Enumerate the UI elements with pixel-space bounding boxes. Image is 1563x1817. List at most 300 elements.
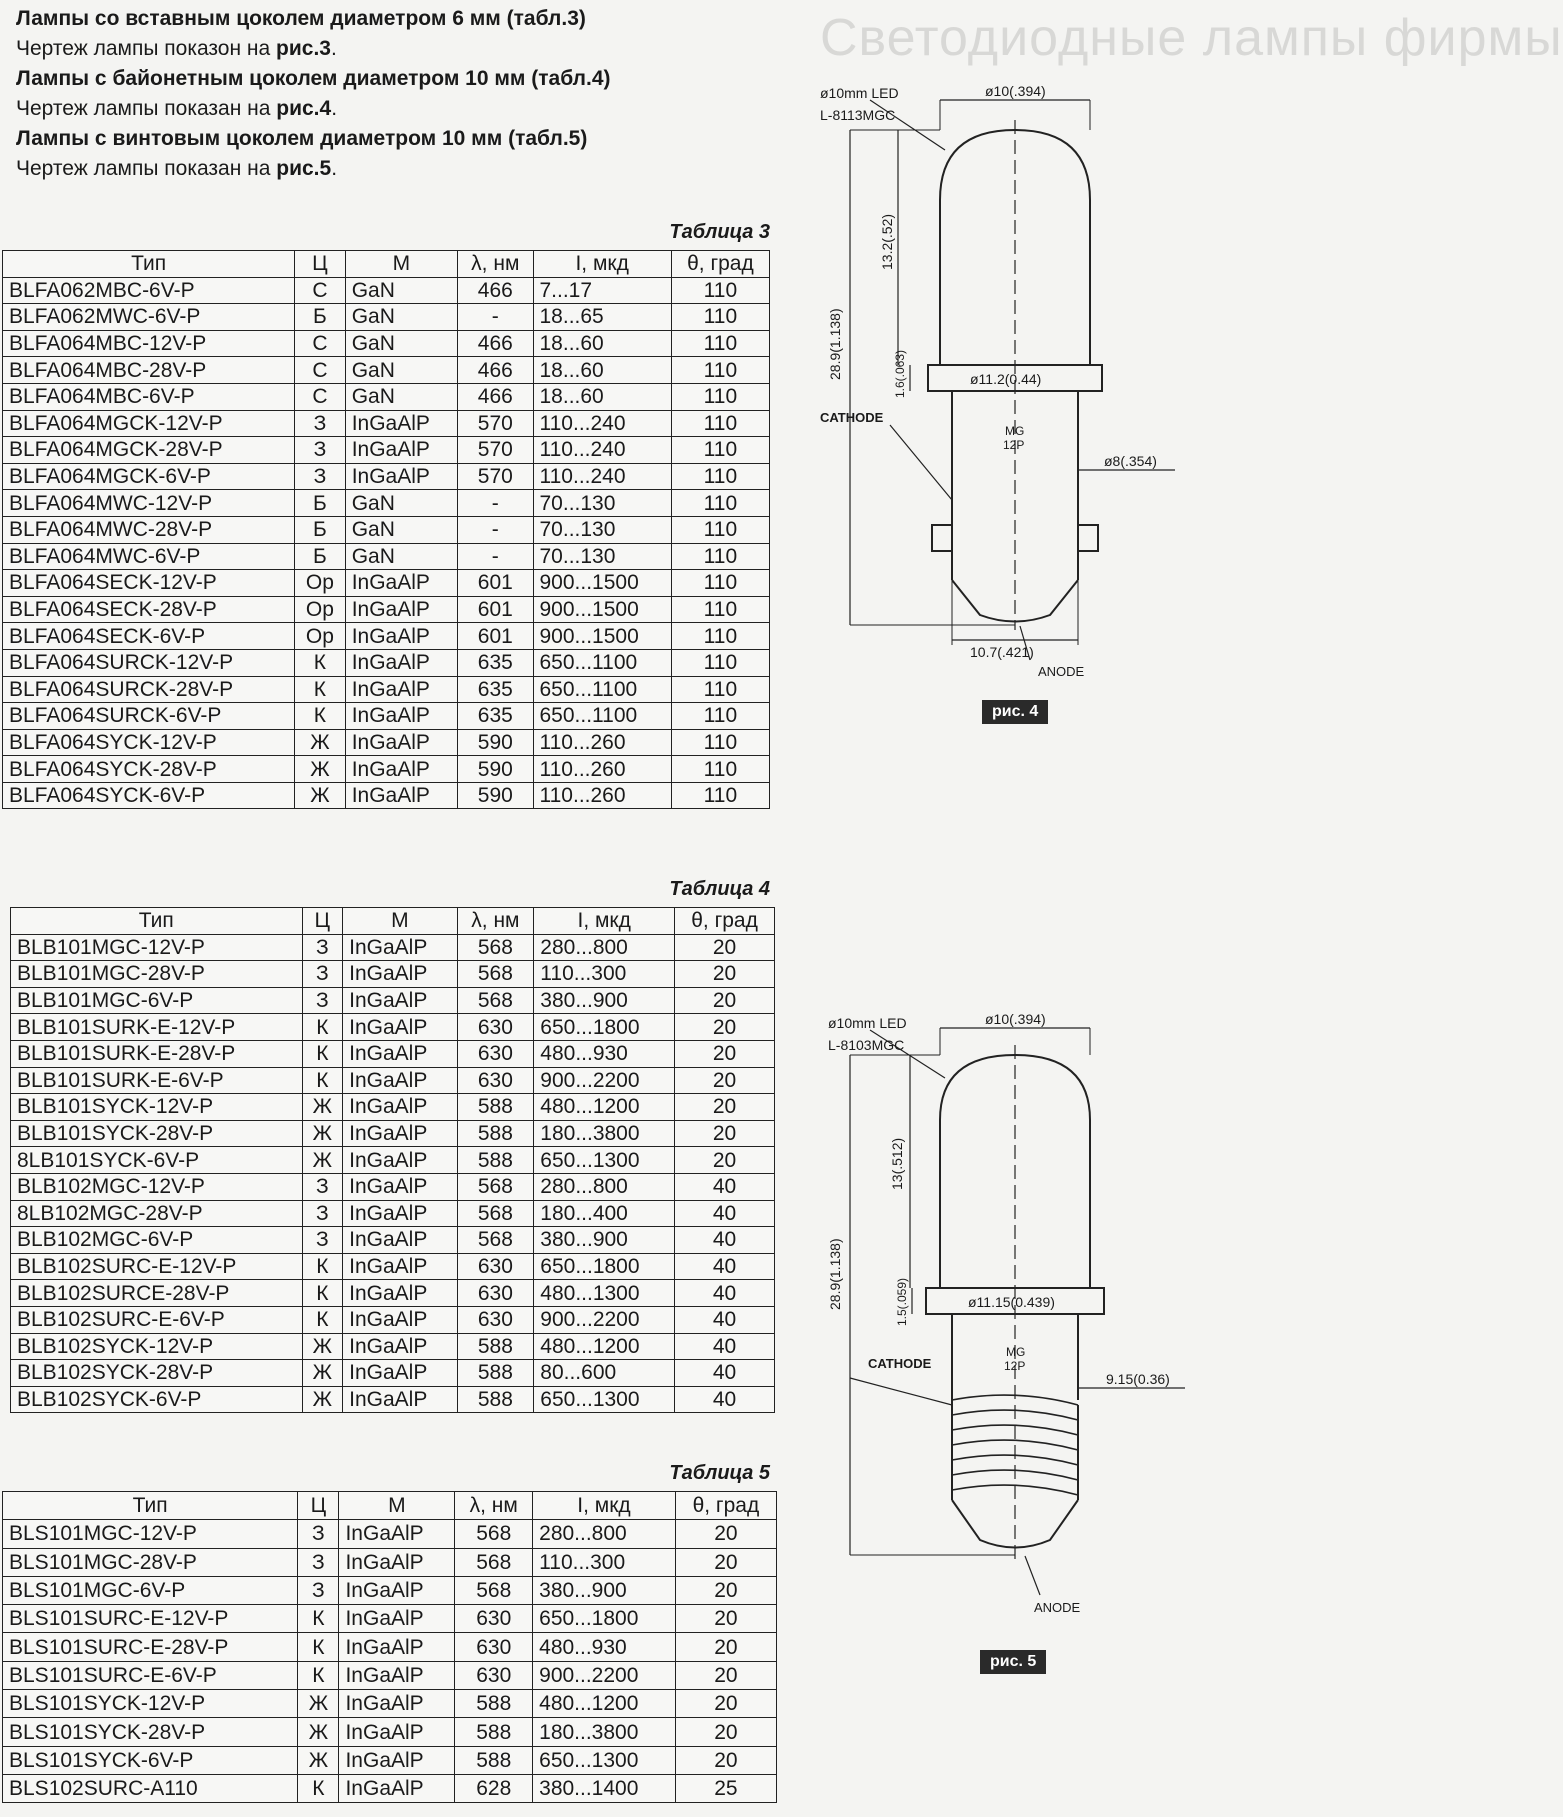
column-header: Ц (302, 908, 343, 935)
table-cell: 20 (675, 1147, 775, 1174)
table-cell: BLB101SURK-E-12V-P (11, 1014, 303, 1041)
table-cell: GaN (345, 357, 457, 384)
column-header: I, мкд (533, 1492, 676, 1520)
table-row (3, 1548, 777, 1576)
table-cell: BLFA064SECK-28V-P (3, 596, 295, 623)
table-cell: - (458, 516, 533, 543)
lamp-bayonet-drawing (820, 80, 1200, 700)
section-text: Чертеж лампы показан на рис.5. (16, 157, 338, 180)
table-cell: Ж (295, 782, 346, 809)
table-cell: 568 (457, 1200, 534, 1227)
table-cell: 380...1400 (533, 1774, 676, 1802)
table-cell: InGaAlP (343, 1280, 457, 1307)
table-row (11, 1147, 775, 1174)
table-row (3, 463, 770, 490)
table-cell: 900...1500 (533, 570, 671, 597)
table-row (3, 1690, 777, 1718)
table-cell: 40 (675, 1227, 775, 1254)
table-row (11, 1360, 775, 1387)
table-cell: BLB101MGC-28V-P (11, 961, 303, 988)
table-5-caption: Таблица 5 (669, 1462, 770, 1484)
table-cell: InGaAlP (343, 1147, 457, 1174)
table-cell: 20 (675, 1120, 775, 1147)
section-text: Чертеж лампы показан на рис.4. (16, 97, 338, 120)
table-cell: 590 (458, 729, 533, 756)
table-row (3, 410, 770, 437)
table-row (3, 623, 770, 650)
table-cell: 70...130 (533, 516, 671, 543)
table-cell: 650...1300 (533, 1746, 676, 1774)
table-cell: 110 (671, 756, 769, 783)
table-cell: 70...130 (533, 490, 671, 517)
model-label: L-8113MGC (820, 107, 896, 123)
bulb-length-label: 13(.512) (889, 1137, 905, 1190)
table-row (3, 543, 770, 570)
table-cell: GaN (345, 383, 457, 410)
table-cell: 650...1300 (534, 1147, 675, 1174)
table-cell: Б (295, 516, 346, 543)
table-cell: 628 (455, 1774, 533, 1802)
table-cell: 630 (457, 1253, 534, 1280)
table-cell: 7...17 (533, 277, 671, 304)
table-row (11, 1094, 775, 1121)
table-cell: 110...240 (533, 410, 671, 437)
table-cell: InGaAlP (339, 1774, 455, 1802)
table-cell: 630 (457, 1014, 534, 1041)
table-header-row (11, 908, 775, 935)
table-cell: 18...65 (533, 304, 671, 331)
table-cell: 20 (675, 1548, 776, 1576)
table-cell: BLFA064MBC-6V-P (3, 383, 295, 410)
base-diameter-label: 9.15(0.36) (1106, 1371, 1170, 1387)
table-cell: InGaAlP (343, 1040, 457, 1067)
base-mark-2: 12P (1003, 438, 1025, 452)
figure-4-drawing (820, 80, 1200, 705)
table-cell: 900...2200 (533, 1661, 676, 1689)
table-cell: 110 (671, 596, 769, 623)
table-cell: З (295, 410, 346, 437)
lamp-screw-drawing (820, 1010, 1200, 1630)
column-header: М (343, 908, 457, 935)
table-cell: - (458, 304, 533, 331)
table-cell: 20 (675, 1094, 775, 1121)
table-row (3, 304, 770, 331)
table-cell: BLFA064SURCK-28V-P (3, 676, 295, 703)
figure-5-drawing (820, 1010, 1200, 1635)
table-cell: InGaAlP (345, 649, 457, 676)
intro-text (16, 4, 796, 184)
table-cell: С (295, 383, 346, 410)
table-row (3, 1633, 777, 1661)
table-row (3, 676, 770, 703)
table-cell: З (295, 463, 346, 490)
table-cell: 568 (457, 987, 534, 1014)
table-row (3, 1746, 777, 1774)
table-row (3, 383, 770, 410)
table-cell: З (298, 1548, 339, 1576)
column-header: Тип (11, 908, 303, 935)
table-cell: InGaAlP (345, 463, 457, 490)
table-cell: Ор (295, 570, 346, 597)
cathode-label: CATHODE (868, 1356, 932, 1371)
table-cell: InGaAlP (339, 1718, 455, 1746)
table-row (3, 1774, 777, 1802)
table-cell: 588 (457, 1094, 534, 1121)
table-cell: 280...800 (533, 1520, 676, 1548)
column-header: λ, нм (458, 251, 533, 278)
table-cell: 180...3800 (534, 1120, 675, 1147)
table-row (3, 756, 770, 783)
table-cell: 590 (458, 756, 533, 783)
table-cell: 110 (671, 703, 769, 730)
table-cell: 110 (671, 277, 769, 304)
led-size-label: ø10mm LED (828, 1015, 907, 1031)
table-cell: InGaAlP (345, 782, 457, 809)
table-cell: Ж (298, 1690, 339, 1718)
table-row (3, 782, 770, 809)
table-cell: 380...900 (533, 1576, 676, 1604)
table-row (11, 987, 775, 1014)
table-cell: Ж (295, 729, 346, 756)
column-header: θ, град (675, 908, 775, 935)
table-cell: Ж (302, 1147, 343, 1174)
column-header: Тип (3, 251, 295, 278)
table-cell: InGaAlP (343, 1386, 457, 1413)
table-cell: 110 (671, 383, 769, 410)
table-cell: 635 (458, 676, 533, 703)
table-cell: 630 (455, 1661, 533, 1689)
table-cell: Ж (302, 1333, 343, 1360)
table-cell: К (302, 1014, 343, 1041)
table-row (11, 1040, 775, 1067)
base-mark-1: MG (1006, 1345, 1026, 1359)
table-cell: Б (295, 490, 346, 517)
table-cell: 40 (675, 1200, 775, 1227)
table-cell: BLS101SYCK-28V-P (3, 1718, 298, 1746)
table-cell: InGaAlP (343, 1227, 457, 1254)
table-cell: 466 (458, 357, 533, 384)
table-cell: InGaAlP (345, 703, 457, 730)
section-text: Чертеж лампы показон на рис.3. (16, 37, 337, 60)
table-cell: BLFA062MBC-6V-P (3, 277, 295, 304)
table-cell: InGaAlP (345, 410, 457, 437)
table-cell: InGaAlP (343, 1253, 457, 1280)
table-row (3, 357, 770, 384)
table-cell: InGaAlP (339, 1605, 455, 1633)
led-size-label: ø10mm LED (820, 85, 899, 101)
table-cell: 480...1200 (534, 1094, 675, 1121)
table-row (3, 1661, 777, 1689)
table-cell: Ж (302, 1120, 343, 1147)
table-cell: Ж (298, 1718, 339, 1746)
table-cell: 110 (671, 676, 769, 703)
table-cell: 40 (675, 1280, 775, 1307)
table-cell: BLFA064MWC-6V-P (3, 543, 295, 570)
table-cell: BLB102SURC-E-12V-P (11, 1253, 303, 1280)
table-cell: BLFA064MGCK-6V-P (3, 463, 295, 490)
table-cell: 380...900 (534, 1227, 675, 1254)
table-cell: К (302, 1306, 343, 1333)
table-row (11, 1227, 775, 1254)
table-cell: InGaAlP (339, 1548, 455, 1576)
table-cell: К (302, 1040, 343, 1067)
table-cell: InGaAlP (345, 729, 457, 756)
table-row (11, 1280, 775, 1307)
section-heading: Лампы со вставным цоколем диаметром 6 мм (табл.3) (16, 7, 586, 30)
table-cell: 466 (458, 277, 533, 304)
table-cell: BLS101SURC-E-6V-P (3, 1661, 298, 1689)
table-row (3, 330, 770, 357)
top-diameter-label: ø10(.394) (985, 1011, 1046, 1027)
table-cell: 110...260 (533, 729, 671, 756)
table-cell: 466 (458, 330, 533, 357)
table-cell: 570 (458, 463, 533, 490)
table-cell: 630 (457, 1306, 534, 1333)
table-cell: К (295, 649, 346, 676)
table-cell: 110...240 (533, 437, 671, 464)
table-cell: Ор (295, 596, 346, 623)
table-cell: 568 (457, 1227, 534, 1254)
base-mark-1: MG (1005, 424, 1025, 438)
table-row (11, 1120, 775, 1147)
table-3 (2, 250, 770, 809)
table-cell: С (295, 357, 346, 384)
table-cell: BLB101SURK-E-6V-P (11, 1067, 303, 1094)
table-cell: GaN (345, 330, 457, 357)
table-cell: 280...800 (534, 1173, 675, 1200)
table-cell: GaN (345, 490, 457, 517)
table-cell: Ж (302, 1386, 343, 1413)
table-cell: 40 (675, 1360, 775, 1387)
table-cell: 8LB101SYCK-6V-P (11, 1147, 303, 1174)
table-cell: 588 (457, 1386, 534, 1413)
table-cell: InGaAlP (343, 961, 457, 988)
table-cell: К (295, 676, 346, 703)
table-cell: 568 (457, 961, 534, 988)
table-cell: К (298, 1661, 339, 1689)
table-cell: К (295, 703, 346, 730)
table-cell: Б (295, 543, 346, 570)
table-cell: К (298, 1605, 339, 1633)
table-cell: К (302, 1067, 343, 1094)
table-cell: З (298, 1520, 339, 1548)
table-cell: GaN (345, 277, 457, 304)
table-cell: З (302, 1200, 343, 1227)
table-cell: 601 (458, 596, 533, 623)
table-cell: BLB102SYCK-6V-P (11, 1386, 303, 1413)
figure-5-label: рис. 5 (980, 1650, 1046, 1674)
total-length-label: 28.9(1.138) (827, 308, 843, 380)
table-cell: BLFA064MWC-28V-P (3, 516, 295, 543)
table-cell: 18...60 (533, 383, 671, 410)
table-cell: 588 (457, 1360, 534, 1387)
table-row (3, 277, 770, 304)
flange-diameter-label: ø11.15(0.439) (968, 1294, 1055, 1310)
table-cell: BLFA064MBC-28V-P (3, 357, 295, 384)
table-cell: 900...2200 (534, 1067, 675, 1094)
table-cell: BLFA064SECK-12V-P (3, 570, 295, 597)
table-cell: 630 (455, 1633, 533, 1661)
table-row (11, 1014, 775, 1041)
table-cell: InGaAlP (343, 934, 457, 961)
table-cell: 380...900 (534, 987, 675, 1014)
table-cell: 20 (675, 1040, 775, 1067)
table-cell: BLFA064SURCK-12V-P (3, 649, 295, 676)
table-cell: 20 (675, 1718, 776, 1746)
table-cell: BLFA064MGCK-12V-P (3, 410, 295, 437)
table-cell: 20 (675, 1605, 776, 1633)
table-cell: 110 (671, 543, 769, 570)
table-cell: З (295, 437, 346, 464)
table-cell: 480...1200 (533, 1690, 676, 1718)
table-cell: 590 (458, 782, 533, 809)
anode-label: ANODE (1038, 664, 1085, 679)
table-cell: BLS101MGC-12V-P (3, 1520, 298, 1548)
table-cell: 110 (671, 410, 769, 437)
table-cell: 568 (455, 1520, 533, 1548)
table-cell: 110 (671, 304, 769, 331)
table-cell: BLB102SURCE-28V-P (11, 1280, 303, 1307)
table-cell: 480...1200 (534, 1333, 675, 1360)
table-cell: З (302, 961, 343, 988)
table-cell: К (302, 1253, 343, 1280)
table-cell: BLB102SYCK-28V-P (11, 1360, 303, 1387)
table-cell: 20 (675, 1067, 775, 1094)
table-cell: InGaAlP (345, 570, 457, 597)
model-label: L-8103MGC (828, 1037, 905, 1053)
table-cell: InGaAlP (343, 1333, 457, 1360)
table-row (3, 1718, 777, 1746)
table-cell: Ж (295, 756, 346, 783)
column-header: λ, нм (457, 908, 534, 935)
table-cell: 110 (671, 649, 769, 676)
table-cell: 180...400 (534, 1200, 675, 1227)
table-cell: 25 (675, 1774, 776, 1802)
table-cell: InGaAlP (339, 1746, 455, 1774)
table-row (11, 1386, 775, 1413)
table-cell: 20 (675, 1014, 775, 1041)
table-cell: Ор (295, 623, 346, 650)
table-cell: BLS101SURC-E-28V-P (3, 1633, 298, 1661)
table-cell: 650...1100 (533, 676, 671, 703)
table-cell: - (458, 543, 533, 570)
table-cell: InGaAlP (345, 596, 457, 623)
table-cell: BLFA064SECK-6V-P (3, 623, 295, 650)
column-header: М (339, 1492, 455, 1520)
table-cell: GaN (345, 304, 457, 331)
table-cell: С (295, 330, 346, 357)
table-row (3, 703, 770, 730)
table-cell: BLB101MGC-12V-P (11, 934, 303, 961)
bulb-length-label: 13.2(.52) (879, 213, 895, 270)
table-row (11, 1306, 775, 1333)
table-cell: 18...60 (533, 357, 671, 384)
table-cell: 40 (675, 1173, 775, 1200)
table-row (3, 729, 770, 756)
table-cell: InGaAlP (345, 756, 457, 783)
table-cell: BLFA064SYCK-12V-P (3, 729, 295, 756)
table-cell: К (298, 1774, 339, 1802)
table-4-caption: Таблица 4 (669, 878, 770, 900)
table-cell: 180...3800 (533, 1718, 676, 1746)
table-cell: BLS101SURC-E-12V-P (3, 1605, 298, 1633)
table-cell: 588 (457, 1120, 534, 1147)
table-row (3, 596, 770, 623)
table-cell: BLFA062MWC-6V-P (3, 304, 295, 331)
table-cell: - (458, 490, 533, 517)
table-cell: BLFA064SYCK-6V-P (3, 782, 295, 809)
flange-height-label: 1.6(.063) (893, 349, 907, 398)
table-cell: InGaAlP (345, 437, 457, 464)
flange-diameter-label: ø11.2(0.44) (970, 371, 1042, 387)
table-header-row (3, 1492, 777, 1520)
table-row (3, 1520, 777, 1548)
table-cell: З (298, 1576, 339, 1604)
table-cell: 588 (455, 1746, 533, 1774)
table-cell: 110 (671, 623, 769, 650)
table-row (11, 934, 775, 961)
table-cell: 110...260 (533, 756, 671, 783)
section-heading: Лампы с байонетным цоколем диаметром 10 мм (табл.4) (16, 67, 611, 90)
table-cell: 601 (458, 623, 533, 650)
table-cell: З (302, 1227, 343, 1254)
table-cell: 601 (458, 570, 533, 597)
table-cell: 650...1300 (534, 1386, 675, 1413)
table-cell: 480...930 (534, 1040, 675, 1067)
table-cell: 900...1500 (533, 623, 671, 650)
table-cell: 80...600 (534, 1360, 675, 1387)
table-header-row (3, 251, 770, 278)
table-cell: 630 (455, 1605, 533, 1633)
table-cell: 40 (675, 1306, 775, 1333)
table-cell: InGaAlP (343, 1200, 457, 1227)
table-4 (10, 907, 775, 1413)
table-cell: BLFA064MBC-12V-P (3, 330, 295, 357)
table-cell: BLB102MGC-6V-P (11, 1227, 303, 1254)
table-cell: 650...1100 (533, 649, 671, 676)
table-cell: 20 (675, 1576, 776, 1604)
table-cell: 630 (457, 1280, 534, 1307)
table-cell: BLB101MGC-6V-P (11, 987, 303, 1014)
table-cell: 466 (458, 383, 533, 410)
table-cell: 8LB102MGC-28V-P (11, 1200, 303, 1227)
table-cell: 635 (458, 649, 533, 676)
table-cell: 900...1500 (533, 596, 671, 623)
base-diameter-label: ø8(.354) (1104, 453, 1157, 469)
table-cell: 568 (457, 934, 534, 961)
table-cell: InGaAlP (339, 1633, 455, 1661)
table-cell: BLFA064MGCK-28V-P (3, 437, 295, 464)
table-cell: BLB102SYCK-12V-P (11, 1333, 303, 1360)
cathode-label: CATHODE (820, 410, 884, 425)
table-cell: 20 (675, 987, 775, 1014)
table-cell: Ж (302, 1360, 343, 1387)
table-cell: BLB102SURC-E-6V-P (11, 1306, 303, 1333)
table-cell: 280...800 (534, 934, 675, 961)
table-cell: BLB101SYCK-28V-P (11, 1120, 303, 1147)
table-cell: BLB102MGC-12V-P (11, 1173, 303, 1200)
table-row (3, 570, 770, 597)
table-cell: Ж (302, 1094, 343, 1121)
table-3-caption: Таблица 3 (669, 221, 770, 243)
table-cell: 110 (671, 729, 769, 756)
table-cell: InGaAlP (343, 1306, 457, 1333)
table-5 (2, 1491, 777, 1803)
column-header: Ц (295, 251, 346, 278)
table-row (3, 437, 770, 464)
table-cell: 570 (458, 410, 533, 437)
table-cell: 588 (457, 1333, 534, 1360)
